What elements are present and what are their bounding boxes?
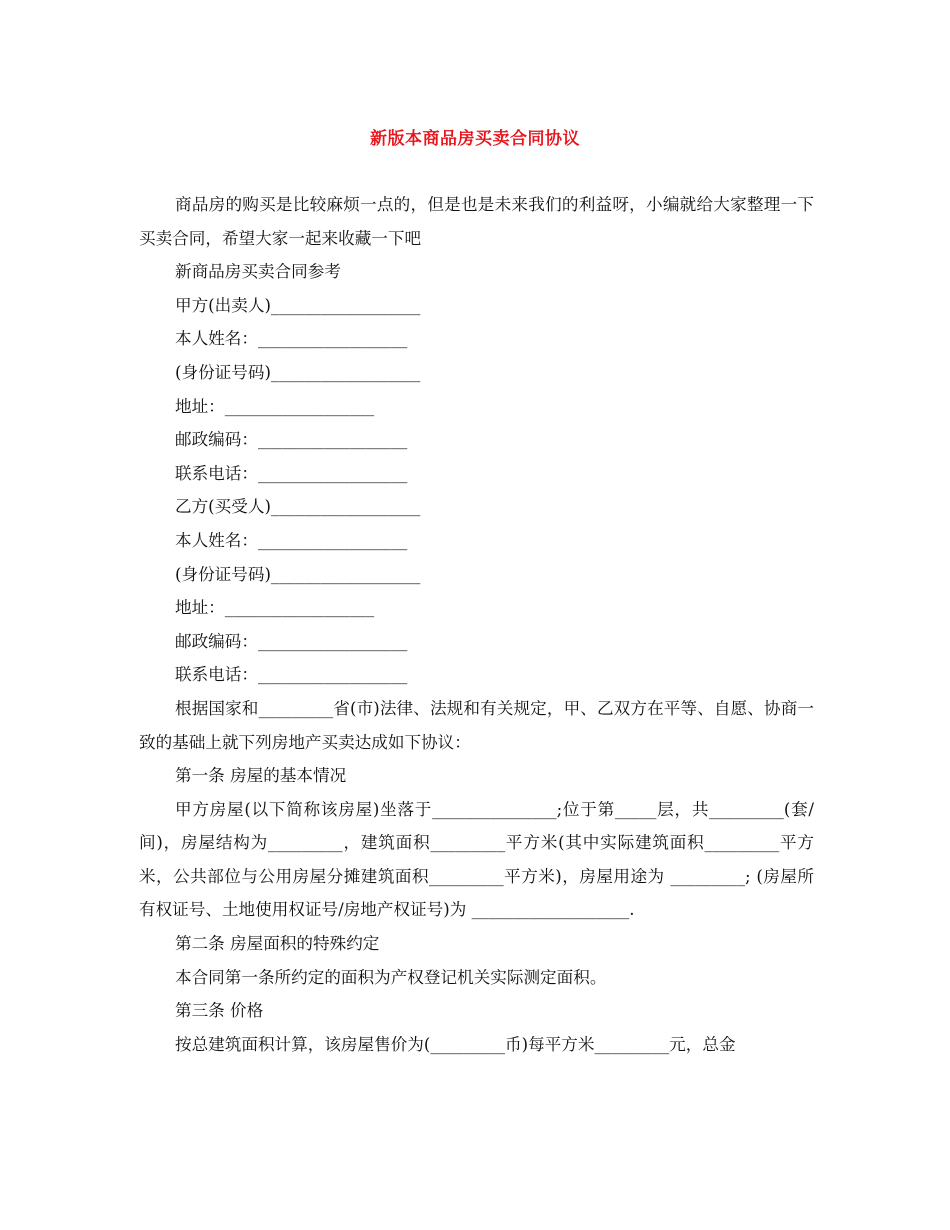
document-title: 新版本商品房买卖合同协议 bbox=[370, 129, 580, 149]
seller-phone-field: 联系电话：__________________ bbox=[175, 463, 408, 483]
buyer-name-field: 本人姓名：__________________ bbox=[175, 530, 408, 550]
seller-id-field: (身份证号码)__________________ bbox=[175, 362, 421, 382]
article-3-heading: 第三条 价格 bbox=[175, 1001, 264, 1021]
buyer-address-field: 地址：__________________ bbox=[175, 598, 375, 618]
seller-name-field: 本人姓名：__________________ bbox=[175, 329, 408, 349]
buyer-postcode-field: 邮政编码：__________________ bbox=[175, 631, 408, 651]
article-1-paragraph: 甲方房屋(以下简称该房屋)坐落于_______________;位于第_____层，共_________(套/间)，房屋结构为_________，建筑面积_________平方米(其中实际建筑面积_________平方米，公共部位与公用房屋分摊建筑面积_________平方米)，房屋用途为 _________; (房屋所有权证号、土地使用权证号/房地产权证号)为 ___________________. bbox=[139, 799, 814, 920]
article-1-heading: 第一条 房屋的基本情况 bbox=[175, 766, 347, 786]
document-body bbox=[139, 188, 814, 1061]
section-heading: 新商品房买卖合同参考 bbox=[175, 262, 341, 282]
article-2-heading: 第二条 房屋面积的特殊约定 bbox=[175, 934, 380, 954]
buyer-id-field: (身份证号码)__________________ bbox=[175, 564, 421, 584]
article-2-paragraph: 本合同第一条所约定的面积为产权登记机关实际测定面积。 bbox=[175, 967, 607, 987]
article-3-paragraph: 按总建筑面积计算，该房屋售价为(_________币)每平方米_________元，总金 bbox=[175, 1034, 736, 1054]
intro-paragraph: 商品房的购买是比较麻烦一点的，但是也是未来我们的利益呀，小编就给大家整理一下买卖合同，希望大家一起来收藏一下吧 bbox=[139, 195, 814, 248]
seller-postcode-field: 邮政编码：__________________ bbox=[175, 430, 408, 450]
buyer-field: 乙方(买受人)__________________ bbox=[175, 497, 421, 517]
preamble-paragraph: 根据国家和_________省(市)法律、法规和有关规定，甲、乙双方在平等、自愿、协商一致的基础上就下列房地产买卖达成如下协议： bbox=[139, 698, 814, 752]
buyer-phone-field: 联系电话：__________________ bbox=[175, 665, 408, 685]
seller-field: 甲方(出卖人)__________________ bbox=[175, 295, 421, 315]
seller-address-field: 地址：__________________ bbox=[175, 396, 375, 416]
